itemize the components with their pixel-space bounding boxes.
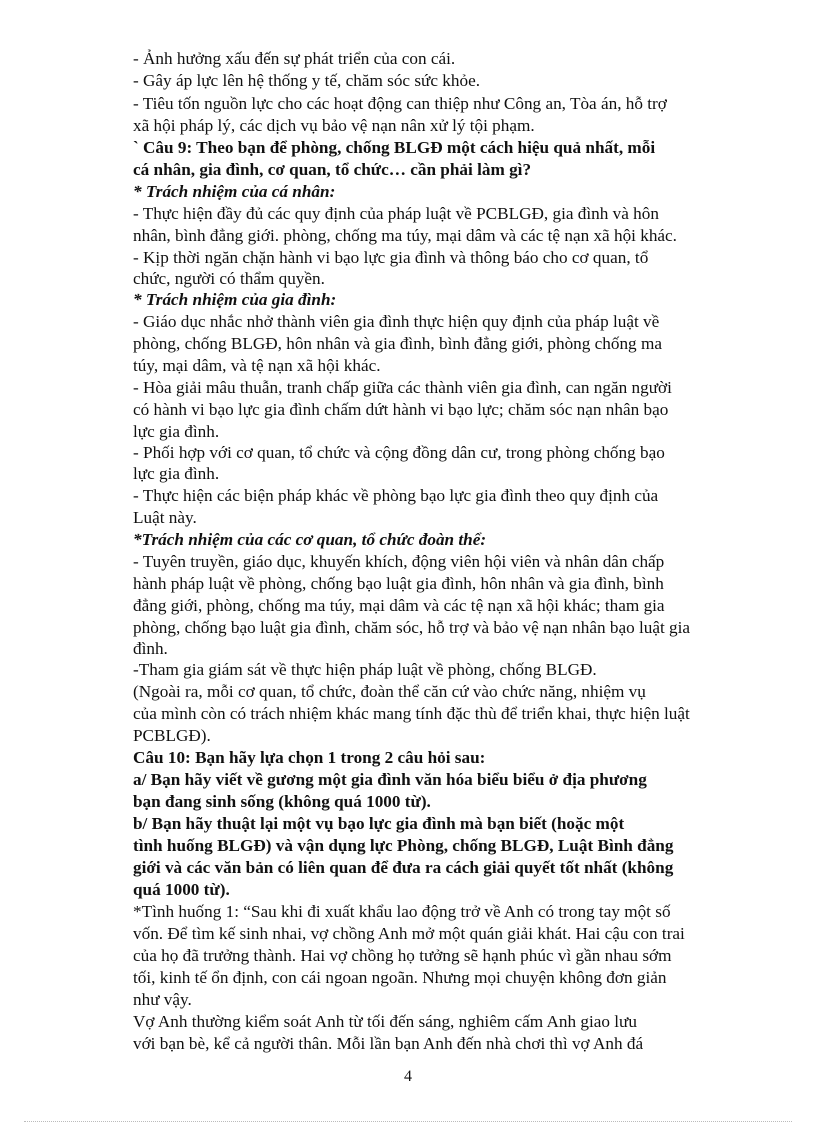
text-line: của mình còn có trách nhiệm khác mang tính đặc thù để triển khai, thực hiện luật (133, 704, 690, 723)
section-heading-individual: * Trách nhiệm của cá nhân: (133, 182, 336, 201)
text-line: phòng, chống bạo luật gia đình, chăm sóc, hỗ trợ và bảo vệ nạn nhân bạo luật gia (133, 618, 691, 637)
text-line: - Hòa giải mâu thuẫn, tranh chấp giữa các thành viên gia đình, can ngăn người (133, 378, 672, 397)
text-line: PCBLGĐ). (133, 726, 211, 745)
scenario-line: *Tình huống 1: “Sau khi đi xuất khẩu lao động trở về Anh có trong tay một số (133, 902, 671, 921)
text-line: với bạn bè, kể cả người thân. Mỗi lần bạn Anh đến nhà chơi thì vợ Anh đá (133, 1034, 644, 1053)
option-b-cont: quá 1000 từ). (133, 880, 230, 899)
question-9-heading: ` Câu 9: Theo bạn để phòng, chống BLGĐ một cách hiệu quả nhất, mỗi (133, 138, 656, 157)
section-heading-organizations: *Trách nhiệm của các cơ quan, tổ chức đoàn thể: (133, 530, 487, 549)
text-line: chức, người có thẩm quyền. (133, 269, 325, 288)
text-line: có hành vi bạo lực gia đình chấm dứt hành vi bạo lực; chăm sóc nạn nhân bạo (133, 400, 669, 419)
text-line: lực gia đình. (133, 422, 220, 441)
text-line: - Thực hiện đầy đủ các quy định của pháp luật về PCBLGĐ, gia đình và hôn (133, 204, 659, 223)
text-line: Vợ Anh thường kiểm soát Anh từ tối đến sáng, nghiêm cấm Anh giao lưu (133, 1012, 637, 1031)
text-line: phòng, chống BLGĐ, hôn nhân và gia đình, bình đẳng giới, phòng chống ma (133, 334, 662, 353)
option-b-cont: giới và các văn bản có liên quan để đưa ra cách giải quyết tốt nhất (không (133, 858, 674, 877)
question-10-heading: Câu 10: Bạn hãy lựa chọn 1 trong 2 câu hỏi sau: (133, 748, 486, 767)
option-b-cont: tình huống BLGĐ) và vận dụng lực Phòng, chống BLGĐ, Luật Bình đẳng (133, 836, 674, 855)
text-line: - Ảnh hưởng xấu đến sự phát triển của con cái. (133, 49, 456, 68)
text-line: đẳng giới, phòng, chống ma túy, mại dâm và các tệ nạn xã hội khác; tham gia (133, 596, 665, 615)
text-line: - Tiêu tốn nguồn lực cho các hoạt động can thiệp như Công an, Tòa án, hỗ trợ (133, 94, 667, 113)
text-line: tối, kinh tế ổn định, con cái ngoan ngoãn. Nhưng mọi chuyện không đơn giản (133, 968, 667, 987)
text-line: đình. (133, 639, 168, 658)
option-b: b/ Bạn hãy thuật lại một vụ bạo lực gia đình mà bạn biết (hoặc một (133, 814, 625, 833)
page-number: 4 (404, 1068, 412, 1085)
text-line: túy, mại dâm, và tệ nạn xã hội khác. (133, 356, 381, 375)
text-line: Luật này. (133, 508, 197, 527)
text-line: vốn. Để tìm kế sinh nhai, vợ chồng Anh mở một quán giải khát. Hai cậu con trai (133, 924, 685, 943)
text-line: - Thực hiện các biện pháp khác về phòng bạo lực gia đình theo quy định của (133, 486, 659, 505)
text-line: - Giáo dục nhắc nhở thành viên gia đình thực hiện quy định của pháp luật về (133, 312, 660, 331)
option-a-cont: bạn đang sinh sống (không quá 1000 từ). (133, 792, 431, 811)
question-9-heading-cont: cá nhân, gia đình, cơ quan, tổ chức… cần phải làm gì? (133, 160, 532, 179)
text-line: - Tuyên truyền, giáo dục, khuyến khích, động viên hội viên và nhân dân chấp (133, 552, 665, 571)
footer-rule (24, 1121, 792, 1122)
text-line: - Gây áp lực lên hệ thống y tế, chăm sóc sức khỏe. (133, 71, 480, 90)
text-line: hành pháp luật về phòng, chống bạo luật gia đình, hôn nhân và gia đình, bình (133, 574, 664, 593)
text-line: - Phối hợp với cơ quan, tổ chức và cộng đồng dân cư, trong phòng chống bạo (133, 443, 665, 462)
section-heading-family: * Trách nhiệm của gia đình: (133, 290, 337, 309)
text-line: (Ngoài ra, mỗi cơ quan, tổ chức, đoàn thể căn cứ vào chức năng, nhiệm vụ (133, 682, 646, 701)
text-line: như vậy. (133, 990, 192, 1009)
option-a: a/ Bạn hãy viết về gương một gia đình văn hóa biểu biểu ở địa phương (133, 770, 647, 789)
text-line: lực gia đình. (133, 464, 220, 483)
text-line: - Kịp thời ngăn chặn hành vi bạo lực gia đình và thông báo cho cơ quan, tổ (133, 248, 649, 267)
text-line: nhân, bình đẳng giới. phòng, chống ma túy, mại dâm và các tệ nạn xã hội khác. (133, 226, 677, 245)
text-line: của họ đã trưởng thành. Hai vợ chồng họ tưởng sẽ hạnh phúc vì gần nhau sớm (133, 946, 672, 965)
text-line: -Tham gia giám sát về thực hiện pháp luật về phòng, chống BLGĐ. (133, 660, 597, 679)
text-line: xã hội pháp lý, các dịch vụ bảo vệ nạn nân xử lý tội phạm. (133, 116, 535, 135)
